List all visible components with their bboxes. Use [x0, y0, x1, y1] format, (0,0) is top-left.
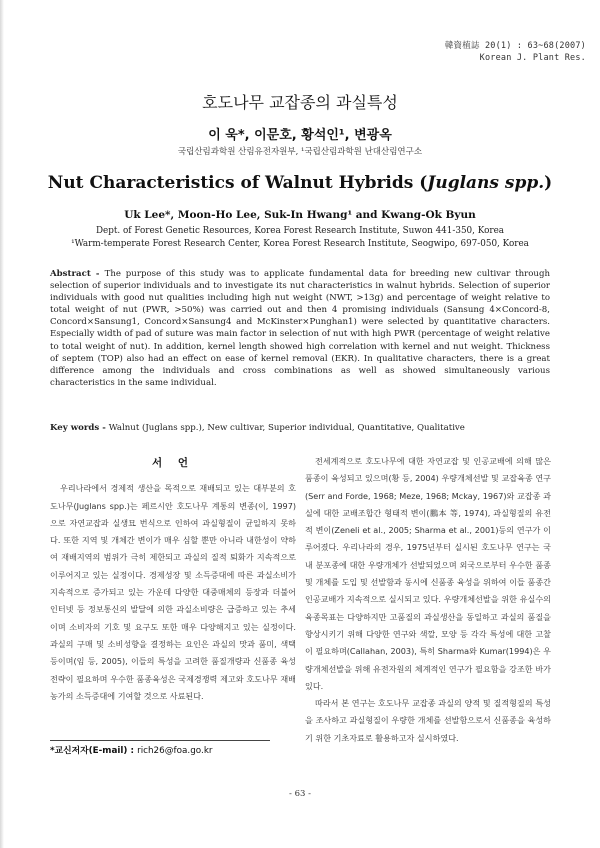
title-korean: 호도나무 교잡종의 과실특성 [202, 93, 398, 112]
abstract-text: The purpose of this study was to applicate fundamental data for breeding new cultivar through selection of superior individuals and to investigate its nut characteristics in walnut hybrids. Selection of superior individuals with good nut qualities including high nut weight (NWT, >13g) and percentage of weight relative to total weight of nut (PWR, >50%) was carried out and then 4 promising individuals (Sansung 4×Concord-8, Concord×Sansung1, Concord×Sansung4 and McKinster×Punghan1) were selected by quantitative characters. Especially width of pad of suture was main factor in selection of nut with high PWR (percentage of weight relative to total weight of nut). In addition, kernel length showed high correlation with kernel and nut weight. Thickness of septem (TOP) also had an effect on ease of kernel removal (EKR). In qualitative characters, there is a great difference among the individuals and cross combinations as well as showed simultaneously various characteristics in the same individual. [50, 269, 551, 388]
affiliation-english-2: ¹Warm-temperate Forest Research Center, Korea Forest Research Institute, Seogwipo, 697-050, Korea [71, 239, 529, 249]
footnote-label: *교신저자(E-mail) : [50, 746, 138, 756]
keywords-text: Walnut (Juglans spp.), New cultivar, Superior individual, Quantitative, Qualitative [108, 423, 465, 433]
keywords [50, 422, 550, 434]
journal-citation: 韓資植誌 20(1) : 63~68(2007) [444, 41, 586, 51]
intro-paragraph-3: 따라서 본 연구는 호도나무 교잡종 과실의 양적 및 질적형질의 특성을 조사하고 과실형질이 우량한 개체를 선발함으로서 신품종을 육성하기 위한 기초자료로 활용하고자 실시하였다. [305, 698, 551, 743]
affiliation-english [0, 225, 600, 251]
page-number: - 63 - [289, 789, 311, 799]
title-english-species: Juglans spp. [427, 173, 545, 193]
abstract [50, 268, 550, 389]
abstract-label: Abstract - [50, 269, 105, 279]
corresponding-author-footnote [50, 743, 213, 756]
journal-header [445, 40, 586, 64]
authors-korean: 이 욱*, 이문호, 황석인¹, 변광옥 [208, 128, 392, 143]
title-english-main: Nut Characteristics of Walnut Hybrids ( [47, 173, 428, 193]
keywords-label: Key words - [50, 423, 109, 433]
body-column-left [50, 455, 296, 705]
intro-paragraph-2: 전세계적으로 호도나무에 대한 자연교잡 및 인공교배에 의해 많은 품종이 육성되고 있으며(황 등, 2004) 우량개체선발 및 교잡육종 연구(Serr and Forde, 1968; Meze, 1968; Mckay, 1967)와 교잡종 과실에 대한 교배조합간 형태적 변이(鵬本 等, 1974), 과실형질의 유전적 변이(Zeneli et al., 2005; Sharma et al., 2001)등의 연구가 이루어졌다. 우리나라의 경우, 1975년부터 실시된 호도나무 연구는 국내 분포종에 대한 우량개체가 선발되었으며 외국으로부터 우수한 품종 및 개체를 도입 및 선발함과 동시에 신품종 육성을 위하여 이들 품종간 인공교배가 지속적으로 실시되고 있다. 우량개체선발을 위한 유실수의 육종목표는 다양하지만 고품질의 과실생산을 동일하고 과실의 품질을 향상시키기 위해 다양한 연구와 색깔, 모양 등 각각 특성에 대한 고찰이 필요하며(Callahan, 2003), 특히 Sharma와 Kumar(1994)은 우량개체선발을 위해 유전자원의 체계적인 연구가 필요함을 강조한 바가 있다. [305, 456, 551, 691]
body-column-right [305, 453, 551, 747]
footnote-divider [50, 740, 270, 741]
section-heading-introduction: 서 언 [152, 457, 194, 469]
footnote-email: rich26@foa.go.kr [137, 746, 213, 756]
affiliation-english-1: Dept. of Forest Genetic Resources, Korea Forest Research Institute, Suwon 441-350, Korea [95, 226, 505, 236]
journal-name: Korean J. Plant Res. [479, 53, 586, 63]
title-english [0, 173, 600, 193]
title-english-close: ) [544, 173, 553, 193]
affiliation-korean: 국립산림과학원 산림유전자원부, ¹국립산림과학원 난대산림연구소 [177, 147, 423, 157]
intro-paragraph-1: 우리나라에서 경제적 생산을 목적으로 재배되고 있는 대부분의 호도나무(Juglans spp.)는 페르시안 호도나무 계통의 변종(이, 1997)으로 자연교잡과 실생묘 번식으로 인하여 과실형질이 균일하지 못하다. 또한 지역 및 개체간 변이가 매우 심할 뿐만 아니라 내한성이 약하여 재배지역의 범위가 극히 제한되고 과실의 질적 퇴화가 지속적으로 이루어지고 있는 실정이다. 경제성장 및 소득증대에 따른 과실소비가 지속적으로 증가되고 있는 가운데 다양한 대중매체의 등장과 더불어 인터넷 등 정보통신의 발달에 의한 과실소비량은 급증하고 있는 추세이며 소비자의 기호 및 요구도 또한 매우 다양해지고 있는 실정이다. 과실의 구매 및 소비성향을 결정하는 요인은 과실의 맛과 품미, 색택 등이며(임 등, 2005), 이들의 특성을 고려한 품질개량과 신품종 육성전략이 필요하며 우수한 품종육성은 국제경쟁력 제고와 호도나무 재배농가의 소득증대에 기여할 것으로 사료된다. [50, 483, 296, 701]
authors-english: Uk Lee*, Moon-Ho Lee, Suk-In Hwang¹ and Kwang-Ok Byun [124, 209, 476, 221]
